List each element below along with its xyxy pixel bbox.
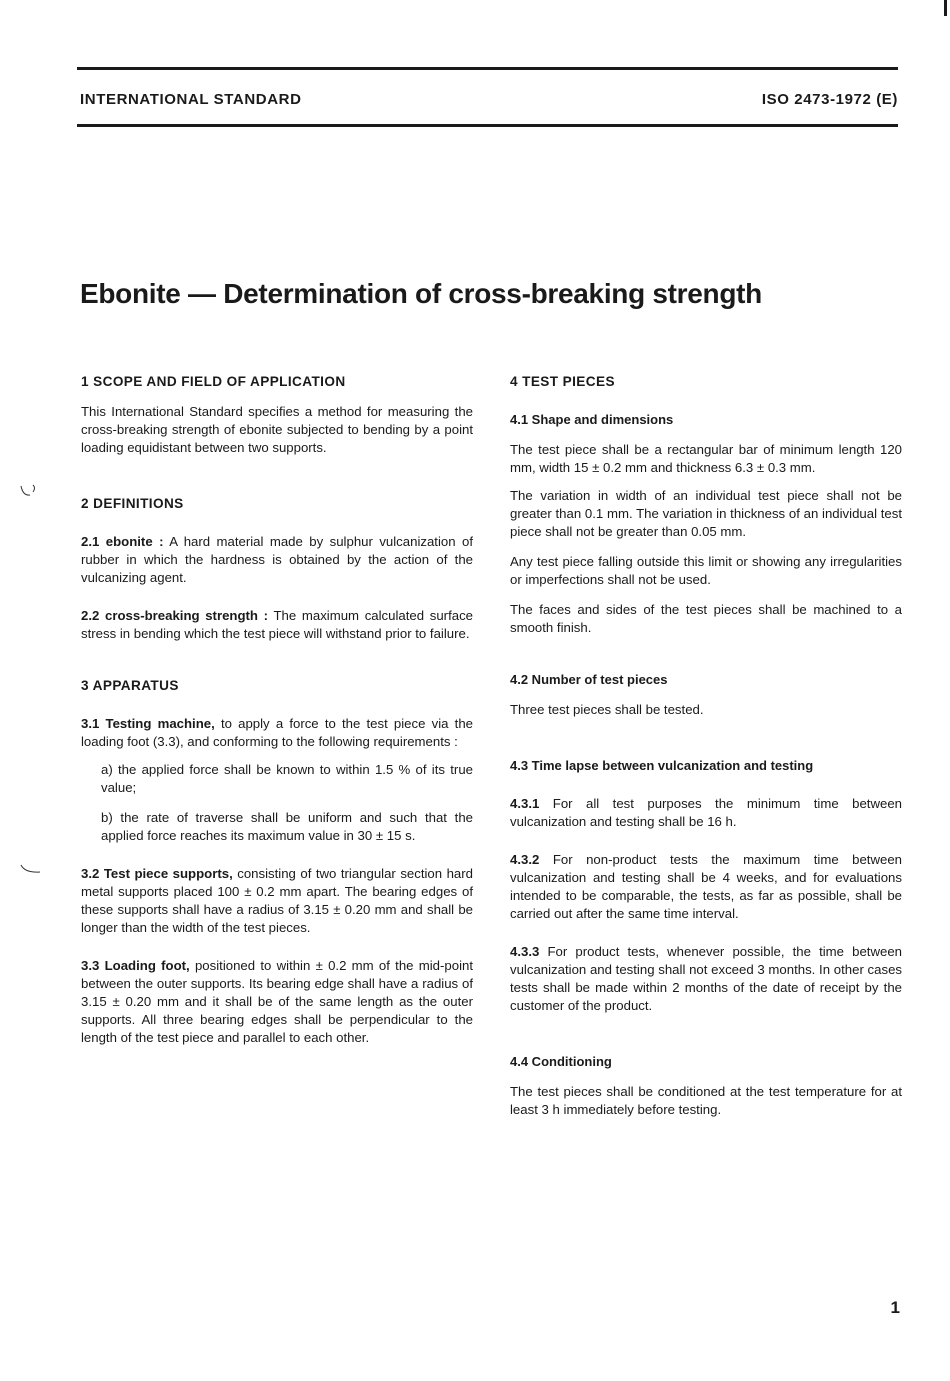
clause-number: 4.3.3 bbox=[510, 944, 540, 959]
right-column bbox=[510, 373, 902, 1119]
clause-term: 3.1 Testing machine, bbox=[81, 716, 215, 731]
clause-text: For non-product tests the maximum time between vulcanization and testing shall be 4 weeks, and for evaluations intended to be comparable, the tests, as far as possible, shall be carried out after the same time interval. bbox=[510, 852, 902, 921]
page-number: 1 bbox=[890, 1298, 900, 1317]
definition-term: 2.2 cross-breaking strength : bbox=[81, 608, 269, 623]
clause-text: For all test purposes the minimum time between vulcanization and testing shall be 16 h. bbox=[510, 796, 902, 829]
section-heading-apparatus: 3 APPARATUS bbox=[81, 678, 179, 693]
header-standard-number: ISO 2473-1972 (E) bbox=[761, 91, 898, 108]
definition-text: A hard material made by sulphur vulcanization of rubber in which the hardness is obtained by the action of the vulcanizing agent. bbox=[81, 534, 473, 585]
definition-cross-breaking-strength bbox=[81, 607, 473, 643]
subsection-heading-shape: 4.1 Shape and dimensions bbox=[510, 412, 674, 427]
section-heading-test-pieces: 4 TEST PIECES bbox=[510, 374, 615, 389]
header-rule-top bbox=[77, 67, 898, 70]
clause-term: 3.2 Test piece supports, bbox=[81, 866, 233, 881]
clause-term: 3.3 Loading foot, bbox=[81, 958, 190, 973]
scan-margin-mark bbox=[20, 864, 42, 876]
shape-paragraph-3: Any test piece falling outside this limit or showing any irregularities or imperfections shall not be used. bbox=[510, 554, 902, 587]
apparatus-loading-foot bbox=[81, 957, 473, 1047]
clause-text: positioned to within ± 0.2 mm of the mid-point between the outer supports. Its bearing edge shall have a radius of 3.15 ± 0.20 mm and it shall be of the same length as the outer supports. All three bearing edges shall be perpendicular to the length of the test piece and parallel to each other. bbox=[81, 958, 474, 1045]
section-heading-definitions: 2 DEFINITIONS bbox=[81, 496, 184, 511]
time-lapse-4-3-1 bbox=[510, 795, 902, 831]
clause-text: For product tests, whenever possible, the time between vulcanization and testing shall not exceed 3 months. In other cases tests shall be made within 2 months of the date of receipt by the customer of the product. bbox=[510, 944, 902, 1013]
time-lapse-4-3-3 bbox=[510, 943, 902, 1015]
shape-paragraph-1: The test piece shall be a rectangular bar of minimum length 120 mm, width 15 ± 0.2 mm and thickness 6.3 ± 0.3 mm. bbox=[510, 442, 902, 475]
section-heading-scope: 1 SCOPE AND FIELD OF APPLICATION bbox=[81, 374, 346, 389]
subsection-heading-time-lapse: 4.3 Time lapse between vulcanization and testing bbox=[510, 758, 814, 773]
clause-number: 4.3.2 bbox=[510, 852, 540, 867]
subsection-heading-number: 4.2 Number of test pieces bbox=[510, 672, 668, 687]
definition-term: 2.1 ebonite : bbox=[81, 534, 164, 549]
definition-text: The maximum calculated surface stress in bending which the test piece will withstand prior to failure. bbox=[81, 608, 473, 641]
clause-text: consisting of two triangular section hard metal supports placed 100 ± 0.2 mm apart. The bearing edges of these supports shall have a radius of 3.15 ± 0.20 mm and shall be longer than the width of the test pieces. bbox=[81, 866, 473, 935]
definition-ebonite bbox=[81, 533, 473, 587]
number-paragraph: Three test pieces shall be tested. bbox=[510, 702, 704, 717]
scan-margin-mark bbox=[20, 484, 36, 498]
left-column bbox=[81, 373, 473, 1047]
subsection-heading-conditioning: 4.4 Conditioning bbox=[510, 1054, 612, 1069]
header-standard-type: INTERNATIONAL STANDARD bbox=[80, 91, 302, 108]
scan-edge-mark bbox=[944, 0, 947, 16]
apparatus-test-piece-supports bbox=[81, 865, 473, 937]
shape-paragraph-4: The faces and sides of the test pieces shall be machined to a smooth finish. bbox=[510, 602, 902, 635]
requirement-item-a: a) the applied force shall be known to within 1.5 % of its true value; bbox=[101, 762, 473, 795]
requirement-item-b: b) the rate of traverse shall be uniform and such that the applied force reaches its maximum value in 30 ± 15 s. bbox=[101, 810, 473, 843]
header-rule-bottom bbox=[77, 124, 898, 127]
apparatus-testing-machine bbox=[81, 715, 473, 751]
shape-paragraph-2: The variation in width of an individual test piece shall not be greater than 0.1 mm. The variation in thickness of an individual test piece shall not be greater than 0.05 mm. bbox=[510, 488, 902, 539]
document-title: Ebonite — Determination of cross-breaking strength bbox=[80, 278, 762, 309]
scope-paragraph: This International Standard specifies a method for measuring the cross-breaking strength of ebonite subjected to bending by a point loading equidistant between two supports. bbox=[81, 404, 473, 455]
time-lapse-4-3-2 bbox=[510, 851, 902, 923]
clause-text: to apply a force to the test piece via the loading foot (3.3), and conforming to the following requirements : bbox=[81, 716, 473, 749]
conditioning-paragraph: The test pieces shall be conditioned at the test temperature for at least 3 h immediately before testing. bbox=[510, 1084, 902, 1117]
clause-number: 4.3.1 bbox=[510, 796, 540, 811]
